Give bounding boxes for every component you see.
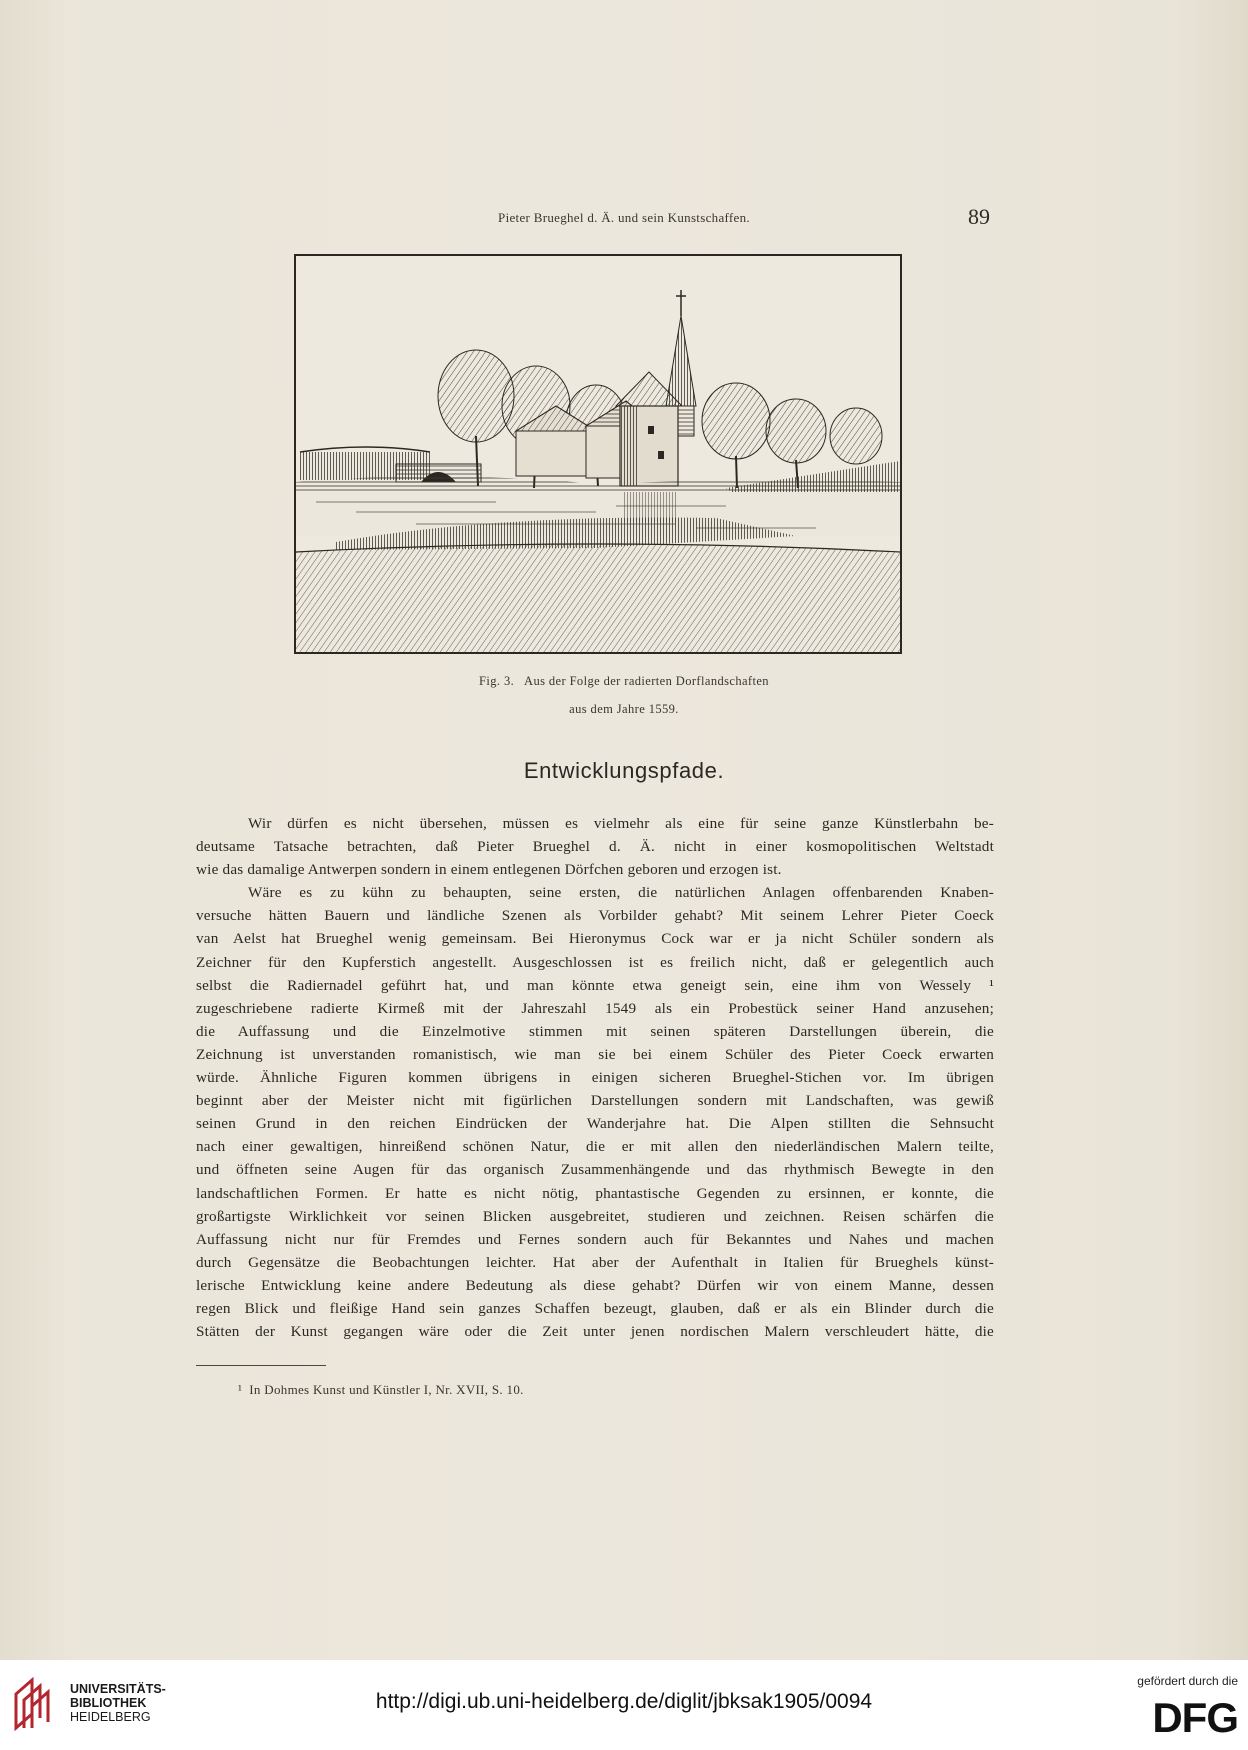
body-line: beginnt aber der Meister nicht mit figürlichen Darstellungen sondern mit Landschaften, was gewiß bbox=[196, 1092, 994, 1110]
permalink-url[interactable]: http://digi.ub.uni-heidelberg.de/diglit/jbksak1905/0094 bbox=[375, 1690, 873, 1713]
body-line: großartigste Wirklichkeit vor seinen Blicken ausgebreitet, studieren und zeichnen. Reisen schärfen die bbox=[196, 1207, 994, 1225]
body-line: Zeichner für den Kupferstich angestellt. Ausgeschlossen ist es freilich nicht, daß er gelegentlich auch bbox=[196, 953, 994, 971]
body-line: Auffassung nicht nur für Fremdes und Fernes sondern auch für Bekanntes und Nahes und machen bbox=[196, 1230, 994, 1248]
figure-caption bbox=[0, 667, 1248, 723]
footnote-rule bbox=[196, 1365, 326, 1366]
body-line: versuche hätten Bauern und ländliche Szenen als Vorbilder gehabt? Mit seinem Lehrer Pieter Coeck bbox=[196, 907, 994, 925]
running-head: Pieter Brueghel d. Ä. und sein Kunstschaffen. bbox=[498, 210, 750, 225]
library-name-line-2: BIBLIOTHEK bbox=[70, 1696, 147, 1710]
body-line: deutsame Tatsache betrachten, daß Pieter Brueghel d. Ä. nicht in einer kosmopolitischen Weltstadt bbox=[196, 838, 994, 856]
dfg-logo: DFG bbox=[1152, 1694, 1238, 1741]
body-line: die Auffassung und die Einzelmotive stimmen mit seinen späteren Darstellungen überein, die bbox=[196, 1022, 994, 1040]
body-text bbox=[196, 812, 994, 1343]
body-line: wie das damalige Antwerpen sondern in einem entlegenen Dörfchen geboren und erzogen ist. bbox=[196, 861, 782, 879]
body-line: regen Blick und fleißige Hand sein ganzes Schaffen bezeugt, glauben, daß er als ein Blinder durch die bbox=[196, 1299, 994, 1317]
body-line: lerische Entwicklung keine andere Bedeutung als diese gehabt? Dürfen wir von einem Manne, dessen bbox=[196, 1276, 994, 1294]
viewer-footer bbox=[0, 1660, 1248, 1750]
body-line: seinen Grund in den reichen Eindrücken der Wanderjahre hat. Die Alpen stillten die Sehnsucht bbox=[196, 1115, 994, 1133]
body-line: landschaftlichen Formen. Er hatte es nicht nötig, phantastische Gegenden zu ersinnen, er konnte, die bbox=[196, 1184, 994, 1202]
body-line: van Aelst hat Brueghel wenig gemeinsam. Bei Hieronymus Cock war er ja nicht Schüler sondern als bbox=[196, 930, 994, 948]
body-line: zugeschriebene radierte Kirmeß mit der Jahreszahl 1549 als ein Probestück seiner Hand anzusehen; bbox=[196, 999, 994, 1017]
body-line: durch Gegensätze die Beobachtungen leichter. Hat aber der Aufenthalt in Italien für Brueghels künst- bbox=[196, 1253, 994, 1271]
body-line: Stätten der Kunst gegangen wäre oder die Zeit unter jenen nordischen Malern verschleudert hätte, die bbox=[196, 1323, 994, 1341]
etching-illustration bbox=[296, 256, 900, 652]
body-line: Wäre es zu kühn zu behaupten, seine ersten, die natürlichen Anlagen offenbarenden Knaben- bbox=[248, 884, 994, 902]
footnote: ¹ In Dohmes Kunst und Künstler I, Nr. XVII, S. 10. bbox=[238, 1382, 524, 1397]
body-line: selbst die Radiernadel geführt hat, und man könnte etwa geneigt sein, eine ihm von Wessely ¹ bbox=[196, 976, 994, 994]
library-name-line-1: UNIVERSITÄTS- bbox=[70, 1682, 166, 1696]
figure-caption-line-1: Fig. 3. Aus der Folge der radierten Dorflandschaften bbox=[479, 674, 769, 688]
funding-text: gefördert durch die bbox=[1137, 1674, 1238, 1688]
figure-caption-line-2: aus dem Jahre 1559. bbox=[569, 702, 679, 716]
body-line: Zeichnung ist unverstanden romanistisch, wie man sie bei einem Schüler des Pieter Coeck erwarten bbox=[196, 1045, 994, 1063]
figure-etching-village-landscape bbox=[294, 254, 902, 654]
body-line: nach einer gewaltigen, hinreißend schönen Natur, die er mit allen den niederländischen Malern teilte, bbox=[196, 1138, 994, 1156]
page-number: 89 bbox=[968, 204, 990, 229]
body-line: und öffneten seine Augen für das organisch Zusammenhängende und das rhythmisch Bewegte in den bbox=[196, 1161, 994, 1179]
library-name-line-3: HEIDELBERG bbox=[70, 1710, 151, 1724]
body-line: würde. Ähnliche Figuren kommen übrigens in einigen sicheren Brueghel-Stichen vor. Im übrigen bbox=[196, 1069, 994, 1087]
section-title: Entwicklungspfade. bbox=[523, 758, 725, 783]
body-line: Wir dürfen es nicht übersehen, müssen es vielmehr als eine für seine ganze Künstlerbahn be- bbox=[248, 815, 994, 832]
